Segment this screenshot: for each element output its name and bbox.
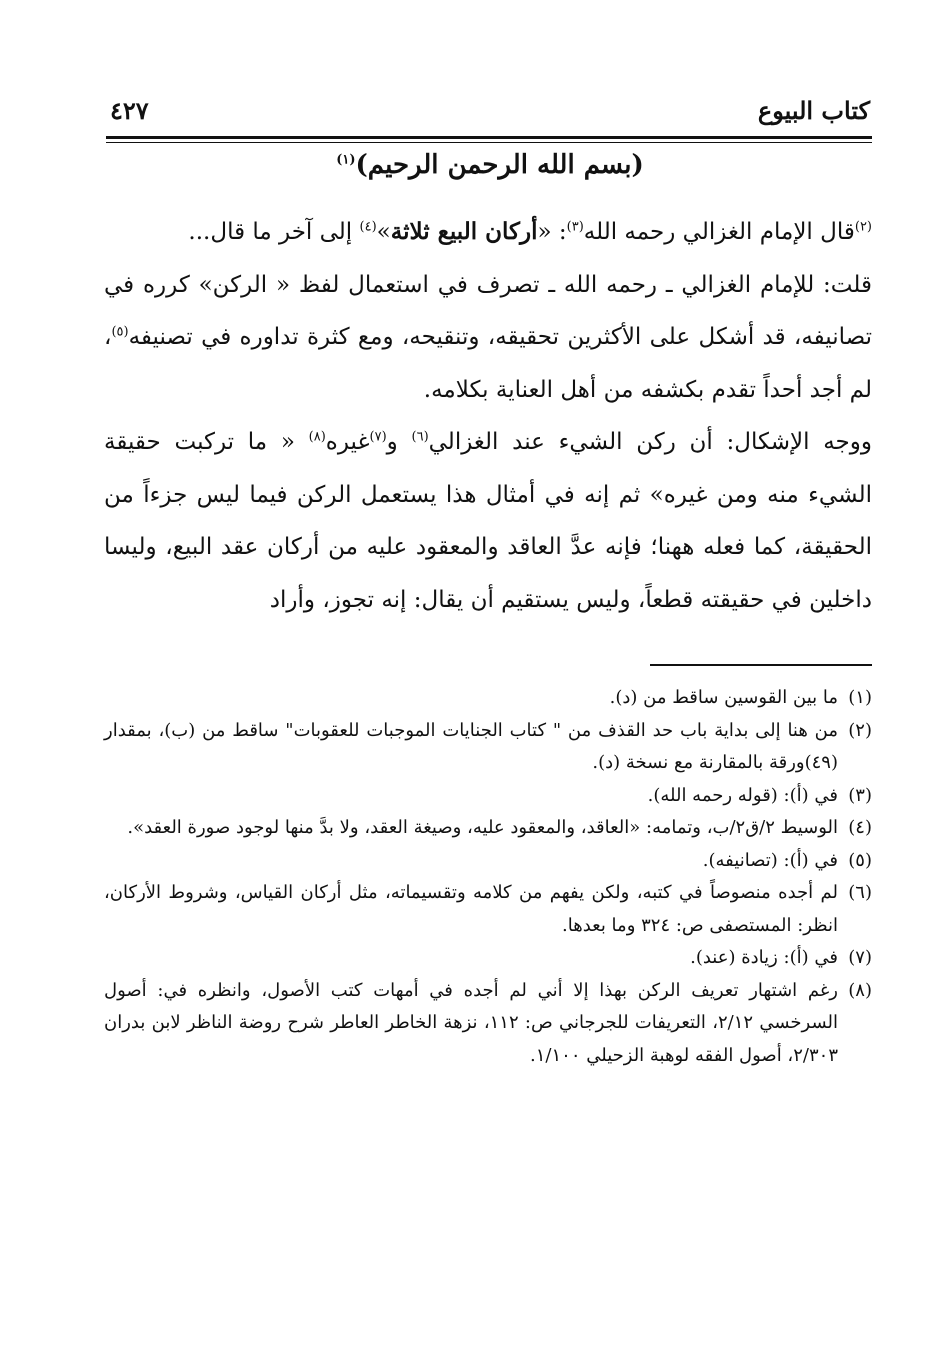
footnote-item: [104, 812, 872, 845]
footnote-number: (٨): [848, 979, 872, 1001]
footnote-item: [104, 682, 872, 715]
footnote-item: [104, 780, 872, 813]
footnote-item: [104, 715, 872, 780]
footnote-ref: (٨): [308, 429, 326, 445]
basmala-text: (بسم الله الرحمن الرحيم): [355, 150, 644, 180]
paragraph-text: قلت: للإمام الغزالي ـ رحمه الله ـ تصرف في استعمال لفظ « الركن» كرره في تصانيفه، قد أشكل على الأكثرين تحقيقه، وتنقيحه، ومع كثرة تداوره في تصنيفه: [104, 271, 872, 350]
footnote-item: [104, 975, 872, 1073]
paragraph-text: قال الإمام الغزالي رحمه الله: [583, 219, 855, 245]
running-header: [110, 92, 870, 134]
footnote-ref: (٤): [359, 219, 377, 235]
footnote-number: (٧): [848, 947, 872, 968]
paragraph-text: و: [386, 429, 412, 455]
paragraph-problem: [104, 416, 872, 626]
footnote-number: (٣): [848, 784, 872, 806]
header-rule-thin: [106, 142, 872, 143]
footnote-text: من هنا إلى بداية باب حد القذف من " كتاب الجنايات الموجبات للعقوبات" ساقط من (ب)، بمقدار (٤٩)ورقة بالمقارنة مع نسخة (د).: [104, 719, 838, 773]
footnote-text: لم أجده منصوصاً في كتبه، ولكن يفهم من كلامه وتقسيماته، مثل أركان القياس، وشروط الأركان، انظر: المستصفى ص: ٣٢٤ وما بعدها.: [104, 882, 838, 936]
paragraph-text: »: [376, 219, 391, 245]
paragraph-text: « ما تركبت حقيقة الشيء منه ومن غيره» ثم إنه في أمثال هذا يستعمل الركن فيما ليس جزءاً من الحقيقة، كما فعله ههنا؛ فإنه عدَّ العاقد والمعقود عليه من أركان عقد البيع، وليسا داخلين في حقيقته قطعاً، وليس يستقيم أن يقال: إنه تجوز، وأراد: [104, 429, 872, 613]
paragraph-commentary: [104, 259, 872, 417]
paragraph-text: : «: [537, 219, 567, 245]
footnote-item: [104, 845, 872, 878]
quoted-bold-text: أركان البيع ثلاثة: [390, 218, 538, 245]
footnote-separator: [650, 664, 872, 666]
paragraph-quote: [104, 206, 872, 259]
basmala-heading: [110, 150, 870, 180]
header-rule-thick: [106, 136, 872, 139]
footnote-number: (٦): [848, 882, 872, 903]
page-number: ٤٢٧: [110, 96, 149, 125]
footnote-ref: (٧): [369, 429, 387, 445]
footnote-text: الوسيط ٢/ق٢/ب، وتمامه: «العاقد، والمعقود عليه، وصيغة العقد، ولا بدَّ منها لوجود صورة العقد».: [127, 817, 838, 838]
footnote-text: في (أ): (تصانيفه).: [702, 849, 838, 871]
footnote-ref: (٦): [411, 429, 429, 445]
footnote-text: ما بين القوسين ساقط من (د).: [609, 687, 838, 708]
footnote-text: رغم اشتهار تعريف الركن بهذا إلا أني لم أجده في أمهات كتب الأصول، وانظره في: أصول السرخسي ٢/١٢، التعريفات للجرجاني ص: ١١٢، نزهة الخاطر العاطر شرح روضة الناظر لابن بدران ٢/٣٠٣، أصول الفقه لوهبة الزحيلي ١/١٠٠.: [104, 979, 838, 1066]
footnote-ref: (١): [336, 152, 356, 168]
paragraph-text: إلى آخر ما قال...: [188, 219, 360, 245]
paragraph-text: ووجه الإشكال: أن ركن الشيء عند الغزالي: [428, 429, 872, 455]
footnote-text: في (أ): زيادة (عند).: [690, 947, 838, 968]
footnote-ref: (٣): [566, 219, 584, 235]
paragraph-text: غيره: [325, 429, 370, 455]
footnote-item: [104, 942, 872, 975]
chapter-title: كتاب البيوع: [757, 96, 870, 125]
footnote-number: (١): [848, 687, 872, 708]
footnotes: [104, 682, 872, 1072]
footnote-text: في (أ): (قوله رحمه الله).: [647, 784, 838, 806]
footnote-ref: (٢): [854, 219, 872, 235]
footnote-number: (٤): [848, 817, 872, 838]
footnote-ref: (٥): [111, 324, 129, 340]
footnote-number: (٢): [848, 719, 872, 741]
footnote-item: [104, 877, 872, 942]
footnote-number: (٥): [848, 849, 872, 871]
paragraph-text: ، لم أجد أحداً تقدم بكشفه من أهل العناية بكلامه.: [104, 324, 872, 403]
main-body: [104, 206, 872, 626]
